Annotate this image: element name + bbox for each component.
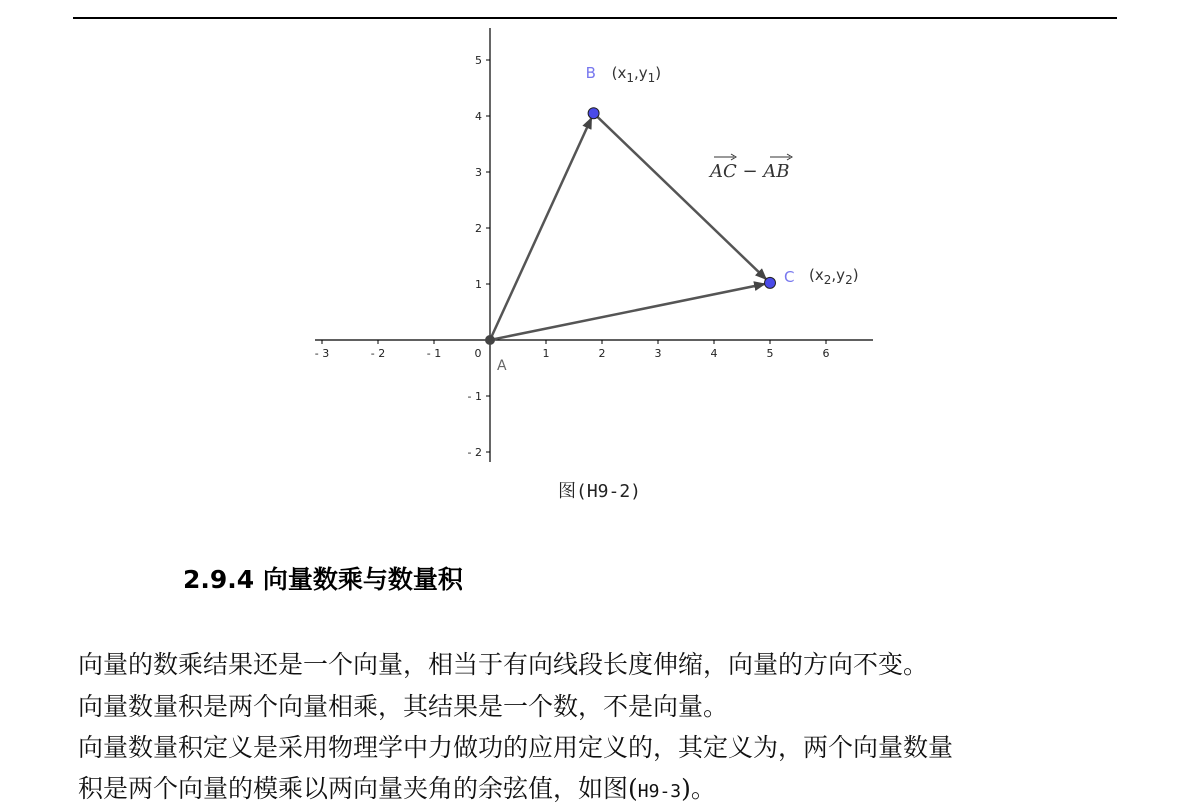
x-tick-label: - 3	[314, 347, 330, 360]
x-tick-label: 2	[598, 347, 606, 360]
section-heading	[183, 560, 463, 596]
point-b-coord: (x1,y1)	[611, 64, 662, 85]
figure-ref: H9-3	[637, 781, 682, 802]
axes	[315, 28, 873, 462]
point-a	[485, 335, 495, 345]
figure-caption: 图(H9-2)	[557, 481, 642, 502]
y-tick-label: 3	[475, 166, 482, 179]
x-tick-label: - 2	[370, 347, 386, 360]
point-c	[765, 277, 776, 288]
vector-figure	[300, 24, 900, 469]
point-c-coord: (x2,y2)	[809, 265, 859, 287]
y-tick-label: - 1	[467, 390, 482, 403]
x-tick-label: 1	[542, 347, 550, 360]
x-tick-label: 4	[710, 347, 718, 360]
y-tick-label: 4	[475, 110, 482, 123]
x-tick-label: 6	[822, 347, 830, 360]
y-tick-label: 5	[475, 54, 482, 67]
point-c-label: C	[784, 267, 795, 286]
body-line-4-end: )。	[681, 774, 716, 803]
body-line-4-text: 积是两个向量的模乘以两向量夹角的余弦值，如图(	[78, 774, 638, 803]
top-rule	[73, 17, 1117, 19]
vector-ab	[490, 119, 591, 340]
point-a-label: A	[497, 358, 507, 374]
body-line-1: 向量的数乘结果还是一个向量，相当于有向线段长度伸缩，向量的方向不变。	[78, 650, 929, 679]
section-title: 向量数乘与数量积	[262, 565, 463, 594]
body-line-3: 向量数量积定义是采用物理学中力做功的应用定义的，其定义为，两个向量数量	[78, 733, 954, 762]
body-line-2: 向量数量积是两个向量相乘，其结果是一个数，不是向量。	[78, 692, 729, 721]
point-b-label: B	[585, 64, 596, 83]
tick-labels	[315, 54, 830, 459]
y-tick-label: 1	[475, 278, 482, 291]
vector-difference-label	[708, 154, 792, 182]
vector-bc	[594, 113, 766, 279]
y-tick-label: 2	[475, 222, 482, 235]
x-tick-label: 0	[474, 347, 482, 360]
x-tick-label: 3	[654, 347, 662, 360]
point-b	[588, 108, 599, 119]
vector-ac	[490, 284, 764, 340]
x-tick-label: - 1	[426, 347, 442, 360]
y-tick-label: - 2	[467, 446, 482, 459]
x-tick-label: 5	[766, 347, 774, 360]
section-number: 2.9.4	[183, 565, 255, 594]
body-line-4	[78, 772, 716, 809]
svg-text:AC − AB: AC − AB	[710, 161, 790, 182]
